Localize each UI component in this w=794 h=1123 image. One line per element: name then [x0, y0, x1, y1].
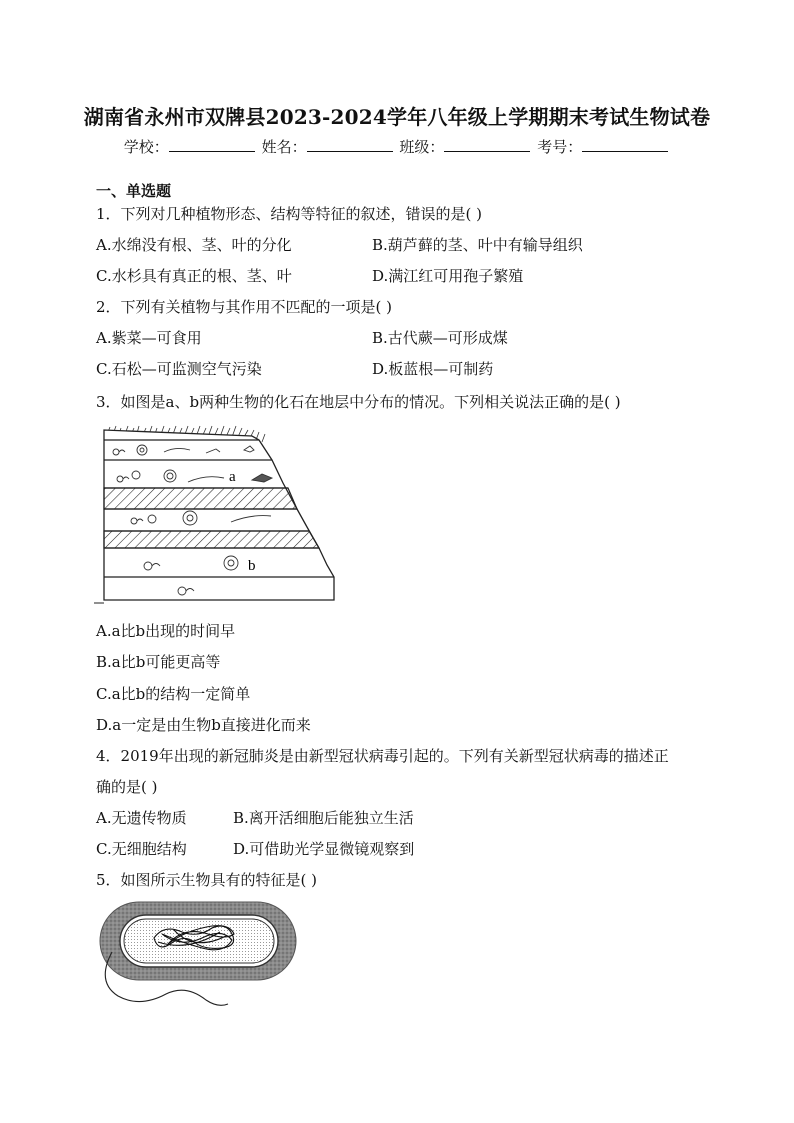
q1-stem: 1．下列对几种植物形态、结构等特征的叙述，错误的是( ): [96, 205, 483, 223]
exam-title: 湖南省永州市双牌县2023-2024学年八年级上学期期末考试生物试卷: [83, 105, 711, 129]
q2-option-a[interactable]: A.紫菜—可食用: [96, 329, 202, 347]
q2-option-b[interactable]: B.古代蕨—可形成煤: [372, 329, 508, 347]
q4-option-d[interactable]: D.可借助光学显微镜观察到: [233, 840, 415, 858]
q3-option-c[interactable]: C.a比b的结构一定简单: [96, 685, 251, 703]
q1-option-c[interactable]: C.水杉具有真正的根、茎、叶: [96, 267, 292, 285]
q2-stem: 2．下列有关植物与其作用不匹配的一项是( ): [96, 298, 393, 316]
school-blank[interactable]: [169, 136, 255, 152]
q1-option-b[interactable]: B.葫芦藓的茎、叶中有输导组织: [372, 236, 583, 254]
fossil-strata-figure: [94, 420, 338, 608]
name-label: 姓名：: [261, 138, 307, 156]
q3-option-d[interactable]: D.a一定是由生物b直接进化而来: [96, 716, 311, 734]
q3-option-a[interactable]: A.a比b出现的时间早: [96, 622, 236, 640]
q4-option-b[interactable]: B.离开活细胞后能独立生活: [233, 809, 414, 827]
class-label: 班级：: [399, 138, 445, 156]
q1-option-d[interactable]: D.满江红可用孢子繁殖: [372, 267, 524, 285]
q3-stem: 3．如图是a、b两种生物的化石在地层中分布的情况。下列相关说法正确的是( ): [96, 393, 621, 411]
school-label: 学校：: [123, 138, 169, 156]
name-blank[interactable]: [307, 136, 393, 152]
id-blank[interactable]: [582, 136, 668, 152]
fossil-label-a: a: [229, 469, 236, 485]
section-heading: 一、单选题: [96, 182, 172, 200]
fossil-label-b: b: [248, 558, 256, 574]
q5-stem: 5．如图所示生物具有的特征是( ): [96, 871, 318, 889]
student-info-line: [0, 136, 794, 157]
q4-stem-line1: 4．2019年出现的新冠肺炎是由新型冠状病毒引起的。下列有关新型冠状病毒的描述正: [96, 747, 669, 765]
q2-option-d[interactable]: D.板蓝根—可制药: [372, 360, 494, 378]
q3-option-b[interactable]: B.a比b可能更高等: [96, 653, 221, 671]
id-label: 考号：: [537, 138, 583, 156]
q4-stem-line2: 确的是( ): [96, 778, 158, 796]
q2-option-c[interactable]: C.石松—可监测空气污染: [96, 360, 262, 378]
bacterium-figure: [94, 896, 306, 1008]
q4-option-c[interactable]: C.无细胞结构: [96, 840, 187, 858]
q4-option-a[interactable]: A.无遗传物质: [96, 809, 187, 827]
class-blank[interactable]: [444, 136, 530, 152]
q1-option-a[interactable]: A.水绵没有根、茎、叶的分化: [96, 236, 292, 254]
